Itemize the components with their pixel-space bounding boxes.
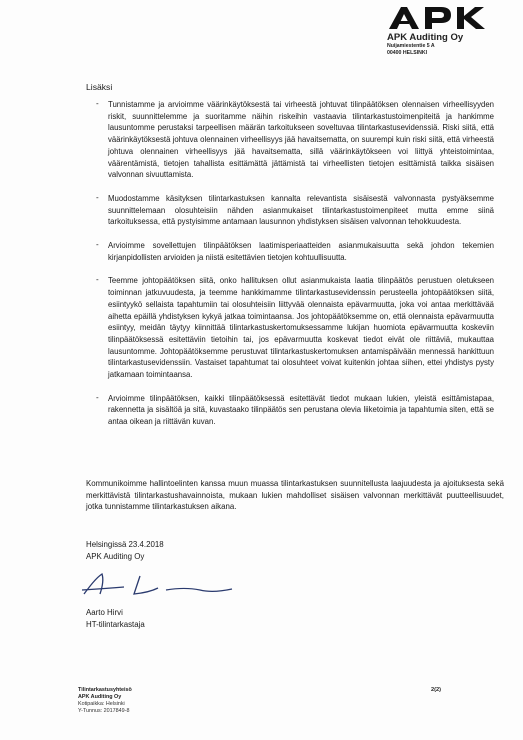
address-line-1: Nuijamiestentie 5 A [387, 43, 435, 49]
signer-block [86, 607, 145, 630]
bullet-dash: - [96, 192, 99, 202]
letterhead [383, 6, 501, 56]
signer-title: HT-tilintarkastaja [86, 619, 145, 629]
list-item [84, 240, 494, 263]
bullet-dash: - [96, 392, 99, 402]
signing-block [86, 539, 164, 562]
footer-line-2: APK Auditing Oy [78, 693, 122, 700]
bullet-text: Muodostamme käsityksen tilintarkastuksen kannalta relevantista sisäisestä valvonnasta pystyäksemme suunnittelemaan olosuhteisiin nähden asianmukaiset tilintarkastustoimenpiteet mutta emme siinä tarkoituksessa, että pystyisimme antamaan lausunnon yhdistyksen sisäisen valvonnan tehokkuudesta. [108, 193, 494, 227]
footer-line-1: Tilintarkastusyhteisö [78, 687, 132, 693]
address-line-2: 00400 HELSINKI [387, 49, 428, 56]
list-item [84, 99, 494, 181]
list-item [84, 275, 494, 380]
footer-line-4: Y-Tunnus: 2017849-8 [78, 707, 130, 714]
bullet-text: Teemme johtopäätöksen siitä, onko hallituksen ollut asianmukaista laatia tilinpäätös perustuen oletukseen toiminnan jatkuvuudesta, ja teemme hankkimamme tilintarkastusevidenssin perusteella johtopäätöksen siitä, esiintyykö sellaista tapahtumiin tai olosuhteisiin liittyvää olennaista epävarmuutta, joka voi antaa merkittävää aihetta epäillä yhdistyksen kykyä jatkaa toimintaansa. Jos johtopäätöksemme on, että olennaista epävarmuutta esiintyy, meidän täytyy kiinnittää tilintarkastuskertomuksessamme lukijan huomiota epävarmuutta koskeviin tilinpäätöksessä esitettäviin tietoihin tai, jos epävarmuutta koskevat tiedot eivät ole riittäviä, mukauttaa lausuntomme. Johtopäätöksemme perustuvat tilintarkastuskertomuksen antamispäivään mennessä hankittuun tilintarkastusevidenssiin. Vastaiset tapahtumat tai olosuhteet voivat kuitenkin johtaa siihen, ettei yhdistys pysty jatkamaan toimintaansa. [108, 276, 494, 380]
list-item [84, 193, 494, 228]
closing-paragraph: Kommunikoimme hallintoelinten kanssa muun muassa tilintarkastuksen suunnitellusta laajuudesta ja ajoituksesta sekä merkittävistä tilintarkastushavainnoista, mukaan lukien mahdolliset sisäisen valvonnan merkittävät puutteellisuudet, jotka tunnistamme tilintarkastuksen aikana. [86, 479, 504, 512]
bullet-text: Arvioimme sovellettujen tilinpäätöksen laatimisperiaatteiden asianmukaisuutta sekä johdon tekemien kirjanpidollisten arvioiden ja niistä esitettävien tietojen kohtuullisuutta. [108, 241, 494, 262]
bullet-text: Tunnistamme ja arvioimme väärinkäytöksestä tai virheestä johtuvat tilinpäätöksen olennaisen virheellisyyden riskit, suunnittelemme ja suoritamme näihin riskeihin vastaavia tilintarkastustoimenpiteitä ja hankimme lausuntomme perustaksi tarpeellisen määrän tarkoitukseen soveltuvaa tilintarkastusevidenssiä. Riski siitä, että väärinkäytöksestä johtuva olennainen virheellisyys jää havaitsematta, on suurempi kuin riski siitä, että virheestä johtuva olennainen virheellisyys jää havaitsematta, sillä väärinkäytökseen voi liittyä yhteistoimintaa, väärentämistä, tietojen tahallista esittämättä jättämistä tai virheellisten tietojen esittämistä taikka sisäisen valvonnan sivuuttamista. [108, 100, 494, 180]
apk-logo [387, 6, 497, 30]
bullet-dash: - [96, 275, 99, 285]
list-item [84, 393, 494, 428]
signer-name: Aarto Hirvi [86, 608, 123, 617]
bullet-text: Arvioimme tilinpäätöksen, kaikki tilinpäätöksessä esitettävät tiedot mukaan lukien, yleistä esittämistapaa, rakennetta ja sisältöä ja sitä, kuvastaako tilinpäätös sen perustana olevia liiketoimia ja tapahtumia siten, että se antaa oikean ja riittävän kuvan. [108, 393, 494, 427]
company-name: APK Auditing Oy [387, 32, 464, 43]
bullet-dash: - [96, 99, 99, 108]
bullet-list [84, 99, 494, 440]
page-number: 2(2) [431, 687, 441, 693]
signing-company: APK Auditing Oy [86, 551, 145, 561]
place-date: Helsingissä 23.4.2018 [86, 540, 164, 549]
footer-line-3: Kotipaikka: Helsinki [78, 700, 125, 707]
bullet-dash: - [96, 240, 99, 250]
footer [78, 687, 132, 715]
handwritten-signature [78, 568, 238, 602]
section-heading: Lisäksi [86, 82, 113, 92]
